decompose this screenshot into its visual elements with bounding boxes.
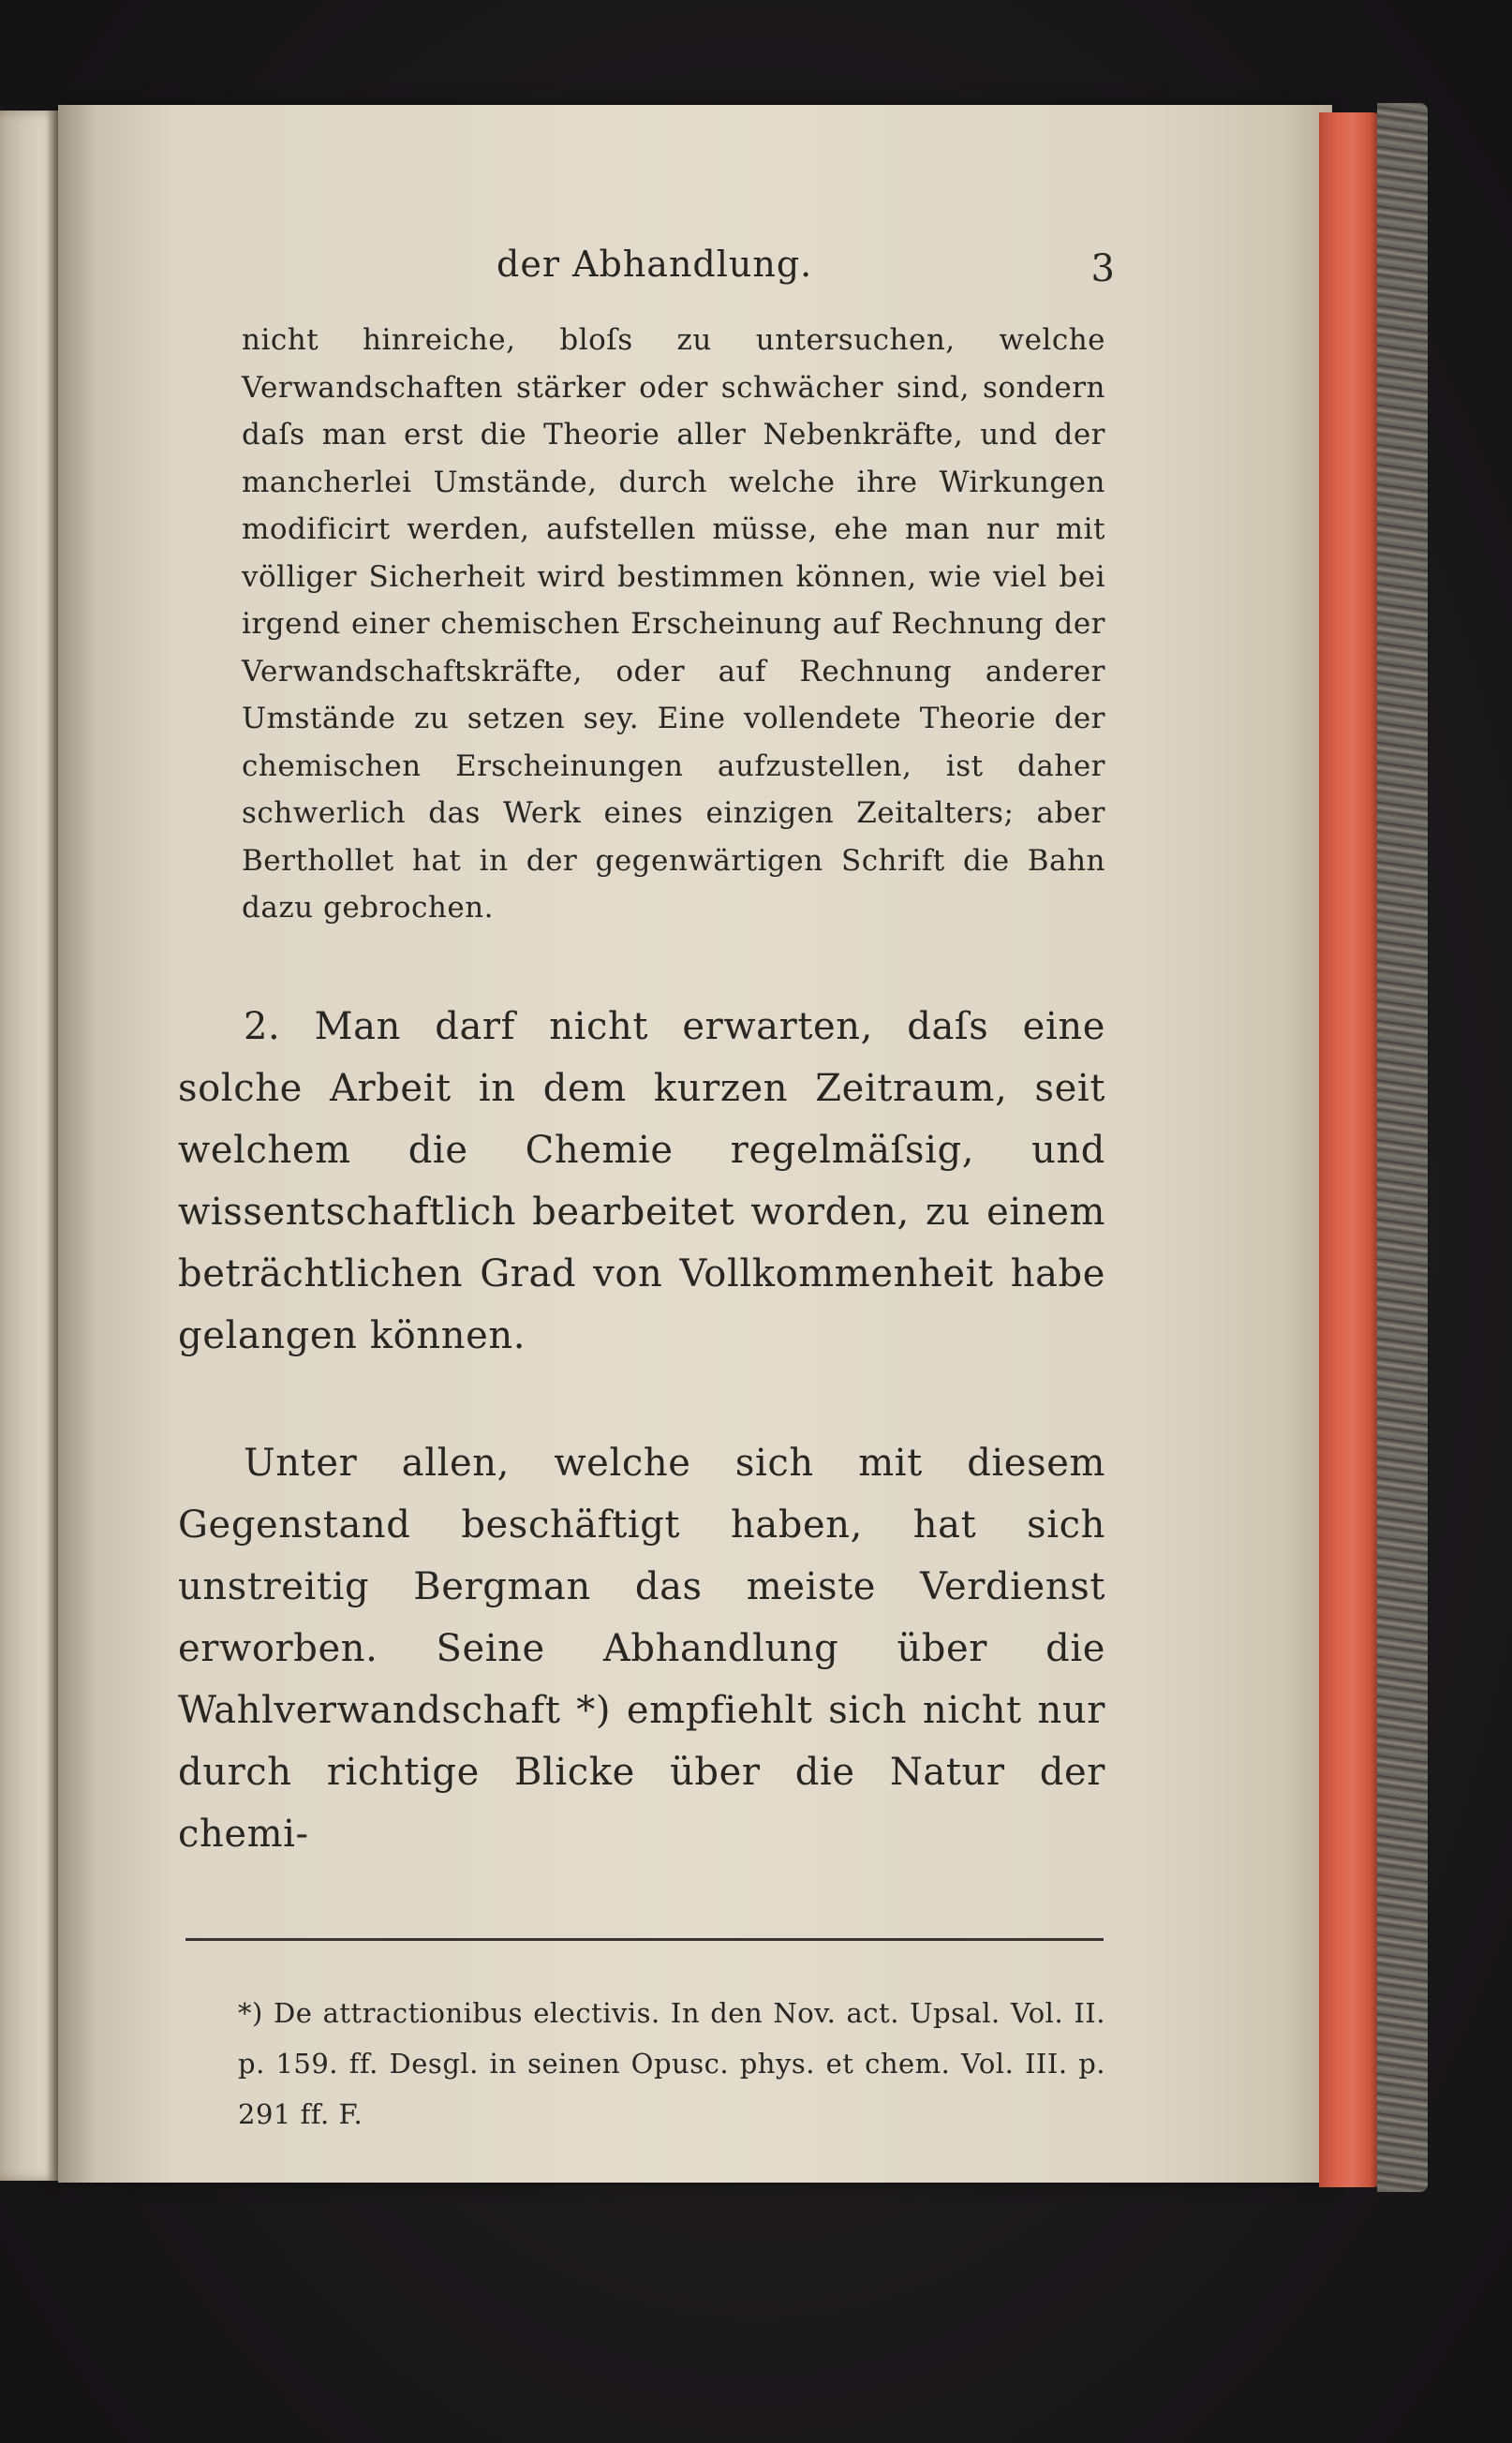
facing-page-edge — [0, 111, 58, 2181]
footnote-rule — [185, 1938, 1104, 1941]
running-head-title: der Abhandlung. — [497, 244, 813, 285]
red-page-edges — [1319, 112, 1379, 2187]
footnote: *) De attractionibus electivis. In den Nov. act. Upsal. Vol. II. p. 159. ff. Desgl. in seinen Opusc. phys. et chem. Vol. III. p. 291 ff. F. — [238, 1996, 1105, 2130]
paragraph-3: Unter allen, welche sich mit diesem Gegenstand beschäftigt haben, hat sich unstreitig Bergman das meiste Verdienst erworben. Seine Abhandlung über die Wahlverwandschaft *) empfiehlt sich nicht nur durch richtige Blicke über die Natur der chemi- — [178, 1441, 1105, 1856]
page-number: 3 — [1090, 247, 1115, 290]
page-text — [178, 234, 1115, 2167]
paragraph-1: nicht hinreiche, bloſs zu untersuchen, welche Verwandschaften stärker oder schwächer sind, sondern daſs man erst die Theorie aller Nebenkräfte, und der mancherlei Umstände, durch welche ihre Wirkungen modificirt werden, aufstellen müsse, ehe man nur mit völliger Sicherheit wird bestimmen können, wie viel bei irgend einer chemischen Erscheinung auf Rechnung der Verwandschaftskräfte, oder auf Rechnung anderer Umstände zu setzen sey. Eine vollendete Theorie der chemischen Erscheinungen aufzustellen, ist daher schwerlich das Werk eines einzigen Zeitalters; aber Berthollet hat in der gegenwärtigen Schrift die Bahn dazu gebrochen. — [242, 323, 1105, 925]
running-head — [178, 234, 1115, 290]
paragraph-2: 2. Man darf nicht erwarten, daſs eine solche Arbeit in dem kurzen Zeitraum, seit welchem die Chemie regelmäſsig, und wissentschaftlich bearbeitet worden, zu einem beträchtlichen Grad von Vollkommenheit habe gelangen können. — [178, 1004, 1105, 1357]
marbled-cover — [1377, 103, 1428, 2192]
